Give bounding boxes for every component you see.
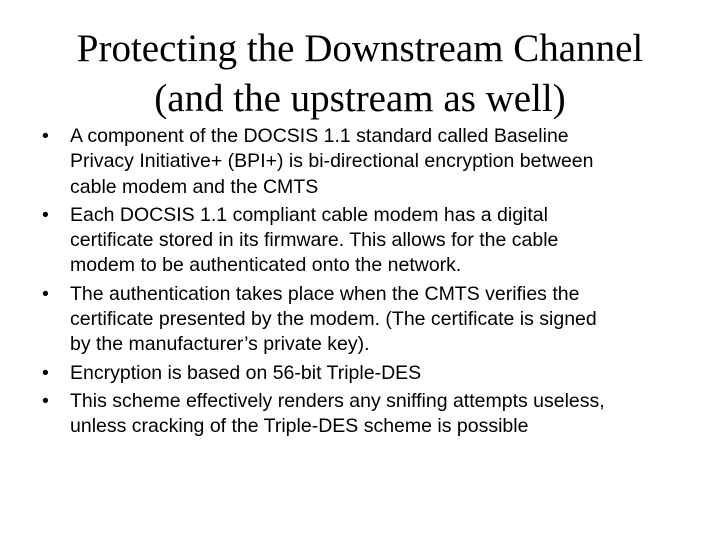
bullet-marker: • bbox=[42, 203, 49, 226]
bullet-text-line: This scheme effectively renders any sniffing attempts useless, bbox=[70, 389, 605, 412]
bullet-text-line: Encryption is based on 56-bit Triple-DES bbox=[70, 361, 422, 384]
bullet-text-line: A component of the DOCSIS 1.1 standard called Baseline bbox=[70, 125, 569, 147]
slide-title bbox=[0, 24, 720, 124]
bullet-item-bpi bbox=[42, 124, 702, 200]
bullet-marker: • bbox=[42, 282, 49, 305]
title-line-2: (and the upstream as well) bbox=[154, 77, 566, 120]
bullet-item-encryption bbox=[42, 361, 702, 386]
bullet-text-line: certificate presented by the modem. (The certificate is signed bbox=[70, 308, 597, 331]
bullet-text-line: cable modem and the CMTS bbox=[70, 175, 319, 198]
bullet-item-certificate bbox=[42, 203, 702, 279]
bullet-text-line: unless cracking of the Triple-DES scheme is possible bbox=[70, 415, 529, 438]
bullet-item-sniffing bbox=[42, 389, 702, 440]
title-line-1: Protecting the Downstream Channel bbox=[76, 27, 644, 70]
bullet-marker: • bbox=[42, 389, 49, 412]
bullet-text-line: modem to be authenticated onto the network. bbox=[70, 254, 462, 277]
bullet-text-line: The authentication takes place when the CMTS verifies the bbox=[70, 282, 580, 305]
bullet-list bbox=[42, 124, 702, 443]
bullet-text-line: certificate stored in its firmware. This allows for the cable bbox=[70, 229, 559, 252]
bullet-item-authentication bbox=[42, 282, 702, 358]
bullet-text-line: Privacy Initiative+ (BPI+) is bi-directional encryption between bbox=[70, 150, 594, 173]
bullet-marker: • bbox=[42, 361, 49, 384]
bullet-text-line: by the manufacturer’s private key). bbox=[70, 333, 370, 356]
bullet-text-line: Each DOCSIS 1.1 compliant cable modem has a digital bbox=[70, 203, 548, 226]
bullet-marker: • bbox=[42, 125, 49, 147]
